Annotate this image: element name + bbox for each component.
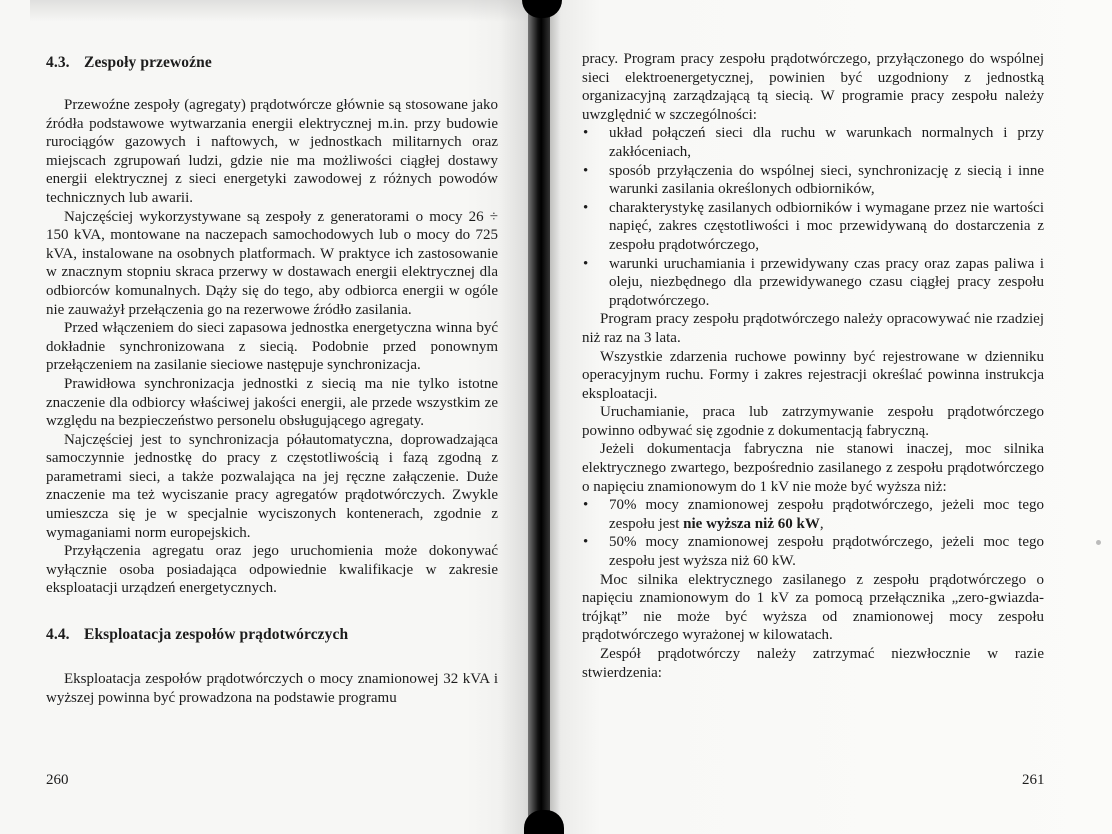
section-heading-4-4 <box>46 626 498 644</box>
list-item: • sposób przyłączenia do wspólnej sieci, synchronizację z siecią i inne warunki zasilania określonych odbiorników, <box>583 162 1044 198</box>
bullet-list <box>582 124 1044 310</box>
list-item: • 70% mocy znamionowej zespołu prądotwórczego, jeżeli moc tego zespołu jest nie wyższa niż 60 kW, <box>583 497 1044 532</box>
left-page <box>46 50 498 707</box>
paragraph: Program pracy zespołu prądotwórczego należy opracowywać nie rzadziej niż raz na 3 lata. <box>582 311 1044 346</box>
paragraph: Jeżeli dokumentacja fabryczna nie stanowi inaczej, moc silnika elektrycznego zwartego, bezpośrednio zasilanego z zespołu prądotwórczego o napięciu znamionowym do 1 kV nie może być wyższa niż: <box>582 441 1044 495</box>
bullet-icon: • <box>583 497 589 514</box>
paragraph: Najczęściej jest to synchronizacja półautomatyczna, doprowadzająca samoczynnie jednostkę do pracy z częstotliwością i fazą zgodną z parametrami sieci, a także pozwalająca na jej ręczne załączenie. Duże znaczenie ma też wyciszanie pracy agregatów prądotwórczych. Zwykle umieszcza się je w specjalnie wyciszonych kontenerach, zgodnie z wymaganiami norm europejskich. <box>46 431 498 541</box>
bold-text: nie wyższa niż 60 kW <box>683 515 820 532</box>
right-page <box>582 50 1044 682</box>
paragraph: Zespół prądotwórczy należy zatrzymać niezwłocznie w razie stwierdzenia: <box>582 646 1044 681</box>
paragraph: Moc silnika elektrycznego zasilanego z zespołu prądotwórczego o napięciu znamionowym do 1 kV za pomocą przełącznika „zero-gwiazda-trójkąt” nie może być wyższa od znamionowej mocy zespołu prądotwórczego wyrażonej w kilowatach. <box>582 571 1044 644</box>
bullet-icon: • <box>583 534 589 551</box>
paragraph: Przewoźne zespoły (agregaty) prądotwórcze głównie są stosowane jako źródła podstawowe wytwarzania energii elektrycznej m.in. przy budowie rurociągów gazowych i naftowych, w jednostkach militarnych oraz miejscach zgrupowań ludzi, gdzie nie ma możliwości ciągłej dostawy energii elektrycznej z sieci energetyki zawodowej z różnych powodów technicznych lub awarii. <box>46 97 498 206</box>
section-heading-4-3 <box>46 54 498 72</box>
paragraph: Najczęściej wykorzystywane są zespoły z generatorami o mocy 26 ÷ 150 kVA, montowane na naczepach samochodowych lub o mocy do 725 kVA, instalowane na osobnych platformach. W praktyce ich zastosowanie w znacznym stopniu skraca przerwy w dostawach energii elektrycznej dla odbiorców komunalnych. Dąży się do tego, aby odbiorca energii w ogóle nie zauważył przełączenia go na rezerwowe źródło zasilania. <box>46 208 498 318</box>
paragraph: pracy. Program pracy zespołu prądotwórczego, przyłączonego do wspólnej sieci elektroenergetycznej, powinien być uzgodniony z jednostką organizacyjną zarządzającą tą siecią. W programie pracy zespołu należy uwzględnić w szczególności: <box>582 51 1044 123</box>
paragraph: Przed włączeniem do sieci zapasowa jednostka energetyczna winna być dokładnie synchronizowana z siecią. Podobnie przed ponownym przełączeniem na zasilanie sieciowe następuje synchronizacja. <box>46 320 498 374</box>
bullet-icon: • <box>583 125 589 142</box>
bullet-icon: • <box>583 199 589 216</box>
paper-speck <box>1096 540 1101 545</box>
list-item: • 50% mocy znamionowej zespołu prądotwórczego, jeżeli moc tego zespołu jest wyższa niż 60 kW. <box>583 534 1044 570</box>
spine-bottom-edge <box>524 810 564 834</box>
paragraph: Prawidłowa synchronizacja jednostki z siecią ma nie tylko istotne znaczenie dla odbiorcy właściwej jakości energii, ale przede wszystkim ze względu na bezpieczeństwo personelu obsługującego agregaty. <box>46 375 498 430</box>
book-spine <box>528 0 550 834</box>
section-title: Eksploatacja zespołów prądotwórczych <box>84 626 349 644</box>
bullet-icon: • <box>583 255 589 272</box>
list-item: • charakterystykę zasilanych odbiorników i wymagane przez nie wartości napięć, zakres częstotliwości i moc przewidywaną do dostarczenia z zespołu prądotwórczego, <box>583 199 1044 253</box>
section-number: 4.3. <box>46 54 70 71</box>
bleed-through-shadow <box>30 0 550 22</box>
paragraph: Przyłączenia agregatu oraz jego uruchomienia może dokonywać wyłącznie osoba posiadająca odpowiednie kwalifikacje w zakresie eksploatacji urządzeń energetycznych. <box>46 543 498 597</box>
list-item: • warunki uruchamiania i przewidywany czas pracy oraz zapas paliwa i oleju, niezbędnego dla przewidywanego czasu ciągłej pracy zespołu prądotwórczego. <box>583 255 1044 309</box>
section-title: Zespoły przewoźne <box>84 54 212 71</box>
section-number: 4.4. <box>46 626 70 644</box>
paragraph: Wszystkie zdarzenia ruchowe powinny być rejestrowane w dzienniku operacyjnym ruchu. Formy i zakres rejestracji określać powinna instrukcja eksploatacji. <box>582 348 1044 402</box>
paragraph: Uruchamianie, praca lub zatrzymywanie zespołu prądotwórczego powinno odbywać się zgodnie z dokumentacją fabryczną. <box>582 404 1044 439</box>
bullet-list <box>582 496 1044 570</box>
list-item: • układ połączeń sieci dla ruchu w warunkach normalnych i przy zakłóceniach, <box>583 125 1044 160</box>
page-number-left: 260 <box>46 772 69 788</box>
bullet-icon: • <box>583 162 589 179</box>
page-number-right: 261 <box>1022 772 1045 788</box>
paragraph: Eksploatacja zespołów prądotwórczych o mocy znamionowej 32 kVA i wyższej powinna być prowadzona na podstawie programu <box>46 671 498 706</box>
